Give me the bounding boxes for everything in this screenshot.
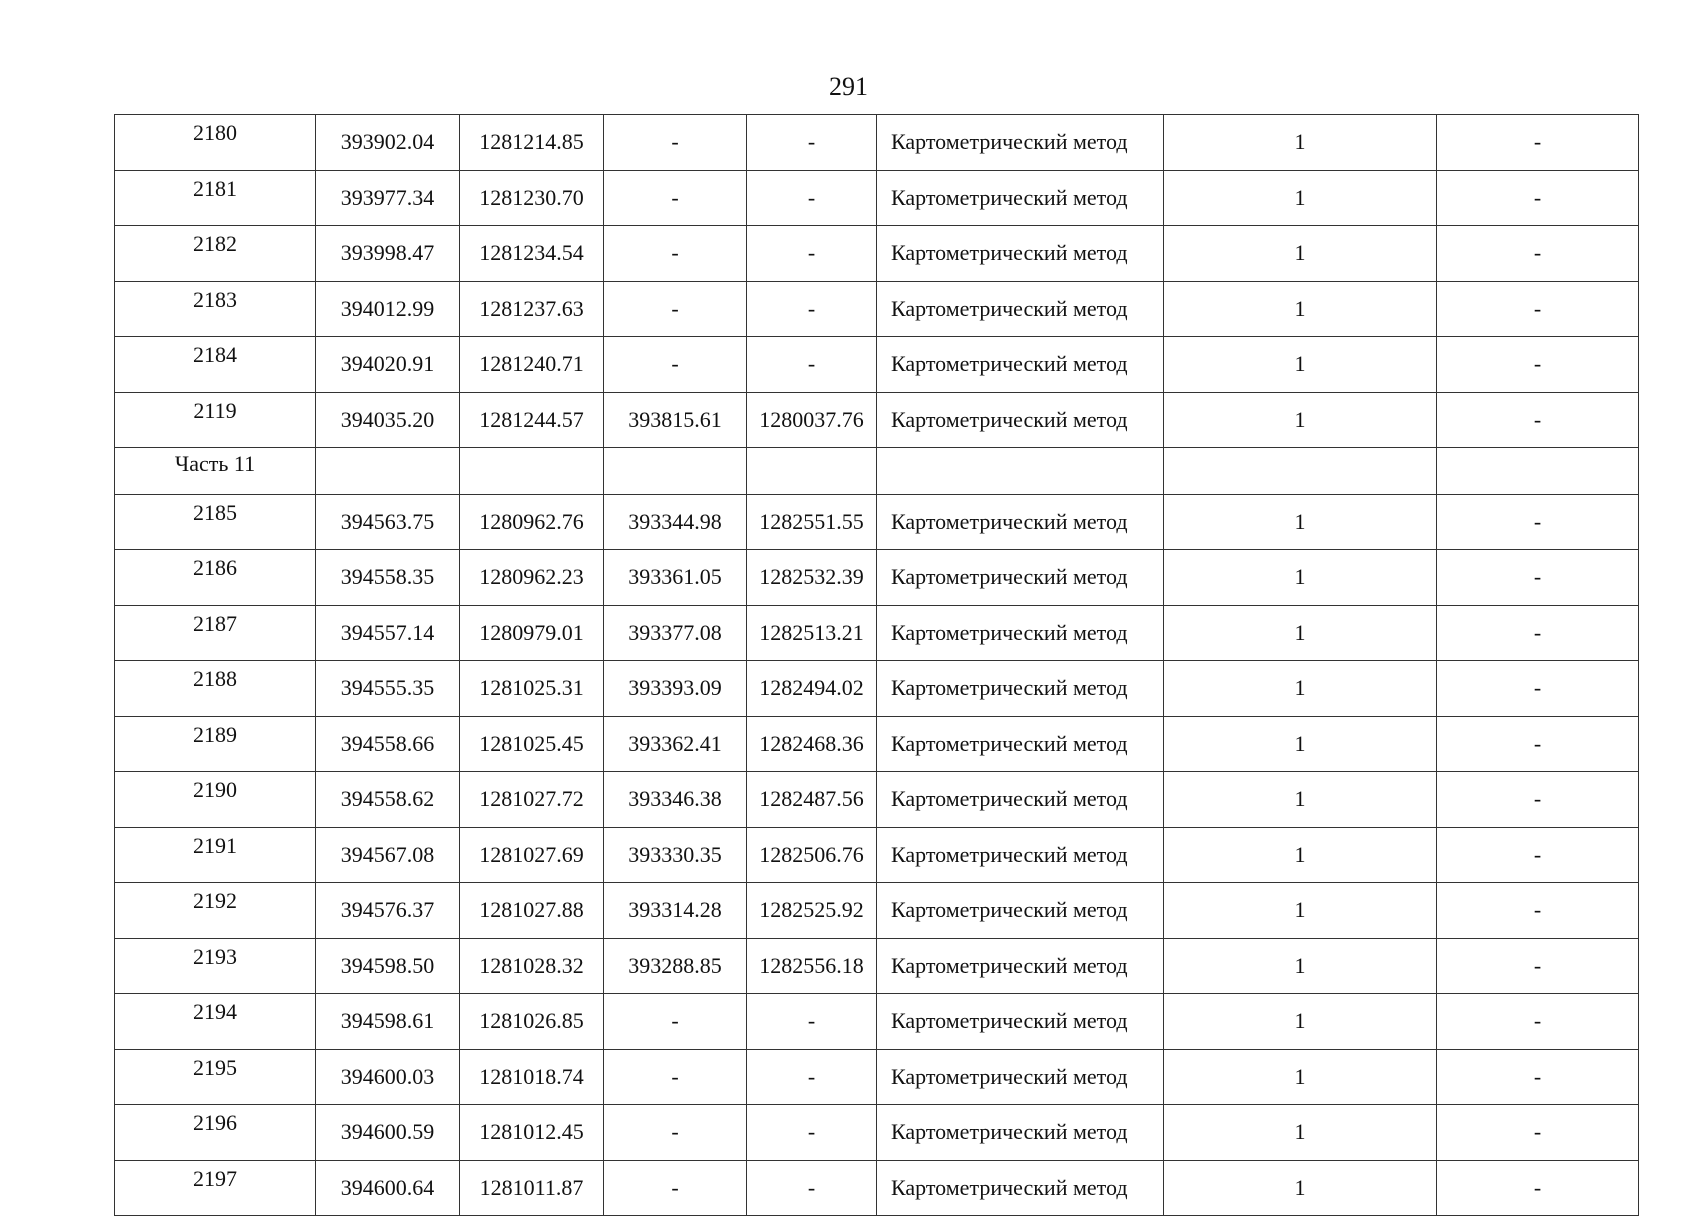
table-row	[115, 392, 1639, 448]
method-cell: Картометрический метод	[877, 115, 1164, 171]
x2-coordinate-cell: -	[604, 170, 747, 226]
point-number-cell: 2193	[115, 938, 316, 994]
y2-coordinate-cell: 1282513.21	[747, 605, 877, 661]
y2-coordinate-cell: -	[747, 281, 877, 337]
point-number-cell: 2197	[115, 1160, 316, 1216]
table-row	[115, 337, 1639, 393]
method-cell: Картометрический метод	[877, 827, 1164, 883]
method-cell: Картометрический метод	[877, 170, 1164, 226]
x2-coordinate-cell: -	[604, 226, 747, 282]
accuracy-cell: 1	[1164, 661, 1437, 717]
y-coordinate-cell: 1281237.63	[460, 281, 604, 337]
y2-coordinate-cell: 1280037.76	[747, 392, 877, 448]
x-coordinate-cell: 394557.14	[316, 605, 460, 661]
x2-coordinate-cell: 393314.28	[604, 883, 747, 939]
point-number-cell: 2187	[115, 605, 316, 661]
table-row	[115, 661, 1639, 717]
y2-coordinate-cell: 1282487.56	[747, 772, 877, 828]
note-cell: -	[1437, 605, 1639, 661]
accuracy-cell: 1	[1164, 550, 1437, 606]
y-coordinate-cell: 1281214.85	[460, 115, 604, 171]
accuracy-cell: 1	[1164, 883, 1437, 939]
method-cell: Картометрический метод	[877, 226, 1164, 282]
x2-coordinate-cell: 393330.35	[604, 827, 747, 883]
note-cell: -	[1437, 494, 1639, 550]
x-coordinate-cell: 394558.66	[316, 716, 460, 772]
table-row	[115, 883, 1639, 939]
x-coordinate-cell: 394563.75	[316, 494, 460, 550]
x-coordinate-cell: 394598.50	[316, 938, 460, 994]
y-coordinate-cell: 1281026.85	[460, 994, 604, 1050]
y-coordinate-cell: 1280962.23	[460, 550, 604, 606]
section-label: Часть 11	[115, 448, 316, 495]
y2-coordinate-cell: -	[747, 115, 877, 171]
point-number-cell: 2185	[115, 494, 316, 550]
x-coordinate-cell: 394600.03	[316, 1049, 460, 1105]
x2-coordinate-cell: -	[604, 1160, 747, 1216]
table-body-bottom	[115, 494, 1639, 1216]
accuracy-cell: 1	[1164, 716, 1437, 772]
y2-coordinate-cell: -	[747, 994, 877, 1050]
accuracy-cell: 1	[1164, 281, 1437, 337]
point-number-cell: 2186	[115, 550, 316, 606]
table-body-top	[115, 115, 1639, 448]
x-coordinate-cell: 394576.37	[316, 883, 460, 939]
empty-cell	[604, 448, 747, 495]
y-coordinate-cell: 1280979.01	[460, 605, 604, 661]
y2-coordinate-cell: 1282468.36	[747, 716, 877, 772]
point-number-cell: 2189	[115, 716, 316, 772]
y2-coordinate-cell: 1282525.92	[747, 883, 877, 939]
note-cell: -	[1437, 1160, 1639, 1216]
y2-coordinate-cell: -	[747, 170, 877, 226]
method-cell: Картометрический метод	[877, 337, 1164, 393]
x-coordinate-cell: 394012.99	[316, 281, 460, 337]
y-coordinate-cell: 1281027.88	[460, 883, 604, 939]
point-number-cell: 2192	[115, 883, 316, 939]
y2-coordinate-cell: 1282506.76	[747, 827, 877, 883]
x2-coordinate-cell: -	[604, 115, 747, 171]
note-cell: -	[1437, 115, 1639, 171]
accuracy-cell: 1	[1164, 170, 1437, 226]
y2-coordinate-cell: -	[747, 1105, 877, 1161]
method-cell: Картометрический метод	[877, 281, 1164, 337]
x-coordinate-cell: 394600.64	[316, 1160, 460, 1216]
method-cell: Картометрический метод	[877, 938, 1164, 994]
point-number-cell: 2180	[115, 115, 316, 171]
y-coordinate-cell: 1281012.45	[460, 1105, 604, 1161]
x2-coordinate-cell: -	[604, 281, 747, 337]
point-number-cell: 2190	[115, 772, 316, 828]
accuracy-cell: 1	[1164, 827, 1437, 883]
point-number-cell: 2194	[115, 994, 316, 1050]
method-cell: Картометрический метод	[877, 1105, 1164, 1161]
method-cell: Картометрический метод	[877, 661, 1164, 717]
note-cell: -	[1437, 550, 1639, 606]
point-number-cell: 2188	[115, 661, 316, 717]
x-coordinate-cell: 393902.04	[316, 115, 460, 171]
y-coordinate-cell: 1281230.70	[460, 170, 604, 226]
note-cell: -	[1437, 1105, 1639, 1161]
x-coordinate-cell: 393998.47	[316, 226, 460, 282]
x-coordinate-cell: 394020.91	[316, 337, 460, 393]
table-row	[115, 772, 1639, 828]
x2-coordinate-cell: 393344.98	[604, 494, 747, 550]
accuracy-cell: 1	[1164, 337, 1437, 393]
table-row	[115, 1160, 1639, 1216]
x-coordinate-cell: 394600.59	[316, 1105, 460, 1161]
empty-cell	[460, 448, 604, 495]
accuracy-cell: 1	[1164, 1105, 1437, 1161]
x2-coordinate-cell: 393346.38	[604, 772, 747, 828]
y-coordinate-cell: 1281027.72	[460, 772, 604, 828]
y-coordinate-cell: 1281018.74	[460, 1049, 604, 1105]
accuracy-cell: 1	[1164, 938, 1437, 994]
page-number: 291	[829, 72, 868, 101]
y-coordinate-cell: 1281025.45	[460, 716, 604, 772]
table-row	[115, 938, 1639, 994]
method-cell: Картометрический метод	[877, 994, 1164, 1050]
x2-coordinate-cell: 393361.05	[604, 550, 747, 606]
y2-coordinate-cell: -	[747, 1160, 877, 1216]
table-row	[115, 281, 1639, 337]
y-coordinate-cell: 1281244.57	[460, 392, 604, 448]
note-cell: -	[1437, 772, 1639, 828]
y-coordinate-cell: 1281234.54	[460, 226, 604, 282]
x-coordinate-cell: 394598.61	[316, 994, 460, 1050]
method-cell: Картометрический метод	[877, 605, 1164, 661]
point-number-cell: 2195	[115, 1049, 316, 1105]
accuracy-cell: 1	[1164, 226, 1437, 282]
y-coordinate-cell: 1281011.87	[460, 1160, 604, 1216]
point-number-cell: 2119	[115, 392, 316, 448]
table-row	[115, 1105, 1639, 1161]
empty-cell	[877, 448, 1164, 495]
table-row	[115, 550, 1639, 606]
x-coordinate-cell: 394558.62	[316, 772, 460, 828]
accuracy-cell: 1	[1164, 605, 1437, 661]
note-cell: -	[1437, 994, 1639, 1050]
y2-coordinate-cell: -	[747, 337, 877, 393]
y-coordinate-cell: 1281025.31	[460, 661, 604, 717]
coordinates-table	[114, 114, 1639, 1216]
table-row	[115, 1049, 1639, 1105]
point-number-cell: 2182	[115, 226, 316, 282]
point-number-cell: 2196	[115, 1105, 316, 1161]
y2-coordinate-cell: 1282556.18	[747, 938, 877, 994]
note-cell: -	[1437, 337, 1639, 393]
empty-cell	[1164, 448, 1437, 495]
y-coordinate-cell: 1281028.32	[460, 938, 604, 994]
y-coordinate-cell: 1281240.71	[460, 337, 604, 393]
y2-coordinate-cell: 1282532.39	[747, 550, 877, 606]
section-header-part-11	[115, 448, 1639, 495]
x2-coordinate-cell: 393377.08	[604, 605, 747, 661]
table-row	[115, 494, 1639, 550]
note-cell: -	[1437, 716, 1639, 772]
method-cell: Картометрический метод	[877, 392, 1164, 448]
point-number-cell: 2183	[115, 281, 316, 337]
table-row	[115, 226, 1639, 282]
x2-coordinate-cell: 393393.09	[604, 661, 747, 717]
empty-cell	[1437, 448, 1639, 495]
table-row	[115, 115, 1639, 171]
method-cell: Картометрический метод	[877, 550, 1164, 606]
note-cell: -	[1437, 827, 1639, 883]
x2-coordinate-cell: 393288.85	[604, 938, 747, 994]
method-cell: Картометрический метод	[877, 772, 1164, 828]
point-number-cell: 2184	[115, 337, 316, 393]
method-cell: Картометрический метод	[877, 883, 1164, 939]
note-cell: -	[1437, 392, 1639, 448]
point-number-cell: 2181	[115, 170, 316, 226]
method-cell: Картометрический метод	[877, 1049, 1164, 1105]
x-coordinate-cell: 394035.20	[316, 392, 460, 448]
accuracy-cell: 1	[1164, 115, 1437, 171]
note-cell: -	[1437, 661, 1639, 717]
note-cell: -	[1437, 281, 1639, 337]
accuracy-cell: 1	[1164, 1160, 1437, 1216]
note-cell: -	[1437, 170, 1639, 226]
accuracy-cell: 1	[1164, 994, 1437, 1050]
x2-coordinate-cell: -	[604, 1049, 747, 1105]
note-cell: -	[1437, 938, 1639, 994]
section-row	[115, 448, 1639, 495]
method-cell: Картометрический метод	[877, 494, 1164, 550]
method-cell: Картометрический метод	[877, 1160, 1164, 1216]
x-coordinate-cell: 393977.34	[316, 170, 460, 226]
table-row	[115, 994, 1639, 1050]
y2-coordinate-cell: 1282551.55	[747, 494, 877, 550]
y2-coordinate-cell: -	[747, 1049, 877, 1105]
note-cell: -	[1437, 1049, 1639, 1105]
empty-cell	[316, 448, 460, 495]
x2-coordinate-cell: 393362.41	[604, 716, 747, 772]
x2-coordinate-cell: 393815.61	[604, 392, 747, 448]
table-row	[115, 170, 1639, 226]
x-coordinate-cell: 394558.35	[316, 550, 460, 606]
x-coordinate-cell: 394567.08	[316, 827, 460, 883]
accuracy-cell: 1	[1164, 392, 1437, 448]
y-coordinate-cell: 1281027.69	[460, 827, 604, 883]
empty-cell	[747, 448, 877, 495]
note-cell: -	[1437, 883, 1639, 939]
method-cell: Картометрический метод	[877, 716, 1164, 772]
table-row	[115, 716, 1639, 772]
accuracy-cell: 1	[1164, 494, 1437, 550]
accuracy-cell: 1	[1164, 772, 1437, 828]
x2-coordinate-cell: -	[604, 337, 747, 393]
point-number-cell: 2191	[115, 827, 316, 883]
y-coordinate-cell: 1280962.76	[460, 494, 604, 550]
y2-coordinate-cell: 1282494.02	[747, 661, 877, 717]
x-coordinate-cell: 394555.35	[316, 661, 460, 717]
x2-coordinate-cell: -	[604, 994, 747, 1050]
y2-coordinate-cell: -	[747, 226, 877, 282]
note-cell: -	[1437, 226, 1639, 282]
table-row	[115, 605, 1639, 661]
accuracy-cell: 1	[1164, 1049, 1437, 1105]
x2-coordinate-cell: -	[604, 1105, 747, 1161]
table-row	[115, 827, 1639, 883]
